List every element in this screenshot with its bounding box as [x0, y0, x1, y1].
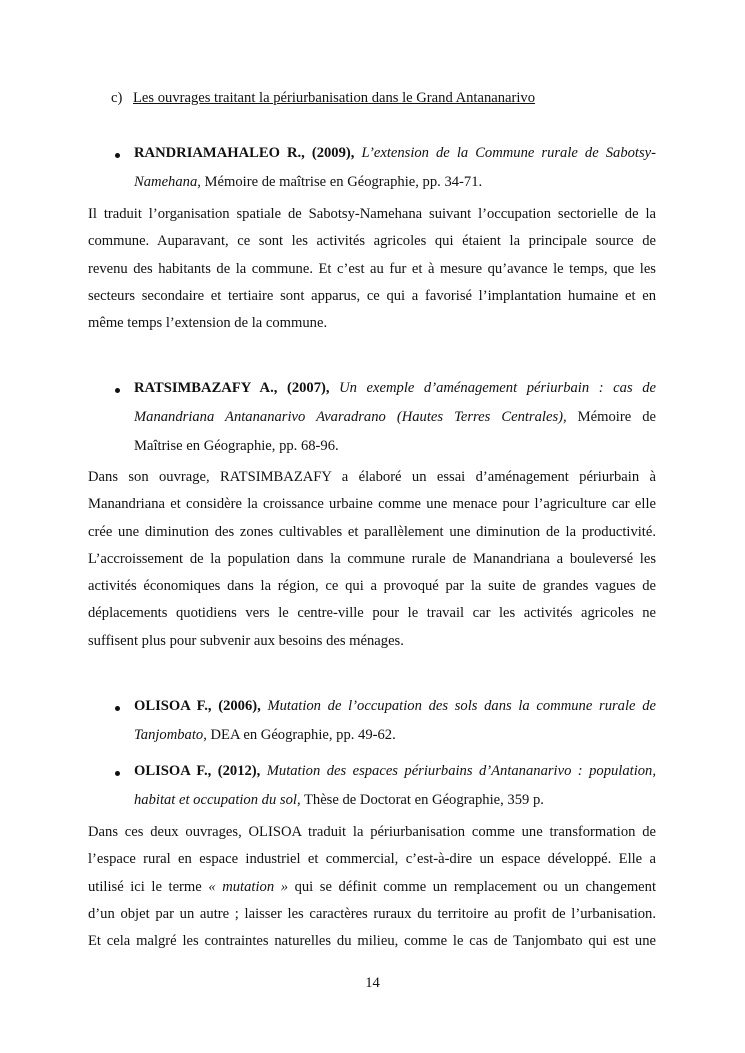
ref-details: Maîtrise en Géographie, pp. 68-96. — [134, 438, 339, 454]
ref-title-cont: habitat et occupation du sol — [134, 792, 297, 808]
ref-details: , DEA en Géographie, pp. 49-62. — [203, 727, 396, 743]
bullet-icon — [115, 388, 120, 393]
paragraph-line: Dans ces deux ouvrages, OLISOA traduit la périurbanisation comme une transformation de — [88, 824, 656, 840]
ref-title: Mutation des espaces périurbains d’Antananarivo : population, — [266, 763, 657, 779]
reference-olisoa-2012 — [134, 761, 656, 819]
ref-year: (2006), — [218, 698, 261, 714]
section-heading — [111, 88, 535, 108]
ref-details: , Thèse de Doctorat en Géographie, 359 p. — [296, 792, 544, 808]
reference-ratsimbazafy — [134, 378, 656, 465]
paragraph-line: L’accroissement de la population dans la commune rurale de Manandriana a bouleversé les — [88, 550, 656, 567]
ref-details: , Mémoire de — [562, 409, 656, 425]
paragraph-line: revenu des habitants de la commune. Et c’est au fur et à mesure qu’avance le temps, que les — [88, 260, 656, 277]
paragraph-line: suffisent plus pour subvenir aux besoins des ménages. — [88, 632, 404, 649]
bullet-icon — [115, 153, 120, 158]
ref-author: OLISOA F., — [134, 763, 212, 779]
paragraph-line: l’espace rural en espace industriel et commercial, c’est-à-dire un espace développé. Elle a — [88, 851, 656, 868]
reference-randriamahaleo — [134, 143, 656, 201]
paragraph-line: Et cela malgré les contraintes naturelles du milieu, comme le cas de Tanjombato qui est une — [88, 933, 656, 950]
paragraph-line: même temps l’extension de la commune. — [88, 315, 328, 332]
paragraph-line: activités économiques dans la région, ce qui a provoqué par la suite de grandes vagues de — [88, 578, 656, 595]
paragraph-line: crée une diminution des zones cultivables et parallèlement une diminution de la productivité. — [88, 523, 656, 540]
text-run: utilisé ici le terme — [88, 878, 209, 895]
heading-letter: c) — [111, 90, 123, 106]
paragraph-1 — [88, 204, 656, 340]
ref-year: (2009), — [311, 145, 355, 161]
ref-title-cont: Tanjombato — [134, 727, 204, 743]
bullet-icon — [115, 706, 120, 711]
ref-title-cont: Manandriana Antananarivo Avaradrano (Hautes Terres Centrales) — [134, 409, 563, 425]
paragraph-2 — [88, 467, 656, 658]
ref-title-cont: Namehana — [134, 174, 198, 190]
paragraph-line: déplacements quotidiens vers le centre-ville pour le travail car les activités agricoles ne — [88, 605, 656, 622]
ref-title: L’extension de la Commune rurale de Sabotsy- — [361, 145, 656, 161]
paragraph-line: secteurs secondaire et tertiaire sont apparus, ce qui a favorisé l’implantation humaine et en — [88, 287, 656, 304]
paragraph-line: Dans son ouvrage, RATSIMBAZAFY a élaboré un essai d’aménagement périurbain à — [88, 469, 656, 485]
paragraph-line: d’un objet par un autre ; laisser les caractères ruraux du territoire au profit de l’urbanisation. — [88, 905, 656, 922]
paragraph-line: Manandriana et considère la croissance urbaine comme une menace pour l’agriculture car elle — [88, 496, 656, 513]
ref-title: Un exemple d’aménagement périurbain : cas de — [339, 380, 656, 396]
ref-title: Mutation de l’occupation des sols dans la commune rurale de — [267, 698, 656, 714]
ref-author: RANDRIAMAHALEO R., — [134, 145, 305, 161]
ref-author: RATSIMBAZAFY A., — [134, 380, 278, 396]
emphasized-term: « mutation » — [208, 878, 288, 895]
ref-year: (2007), — [286, 380, 330, 396]
reference-olisoa-2006 — [134, 696, 656, 754]
ref-year: (2012), — [217, 763, 261, 779]
text-run: qui se définit comme un remplacement ou un changement — [288, 878, 657, 895]
bullet-icon — [115, 771, 120, 776]
ref-details: , Mémoire de maîtrise en Géographie, pp. 34-71. — [197, 174, 483, 190]
paragraph-line: Il traduit l’organisation spatiale de Sabotsy-Namehana suivant l’occupation sectorielle de la — [88, 206, 656, 222]
paragraph-3 — [88, 822, 656, 958]
paragraph-line: commune. Auparavant, ce sont les activités agricoles qui étaient la principale source de — [88, 233, 656, 250]
page-number: 14 — [365, 975, 380, 991]
paragraph-line — [88, 877, 656, 904]
ref-author: OLISOA F., — [134, 698, 212, 714]
heading-text: Les ouvrages traitant la périurbanisation dans le Grand Antananarivo — [133, 90, 536, 106]
